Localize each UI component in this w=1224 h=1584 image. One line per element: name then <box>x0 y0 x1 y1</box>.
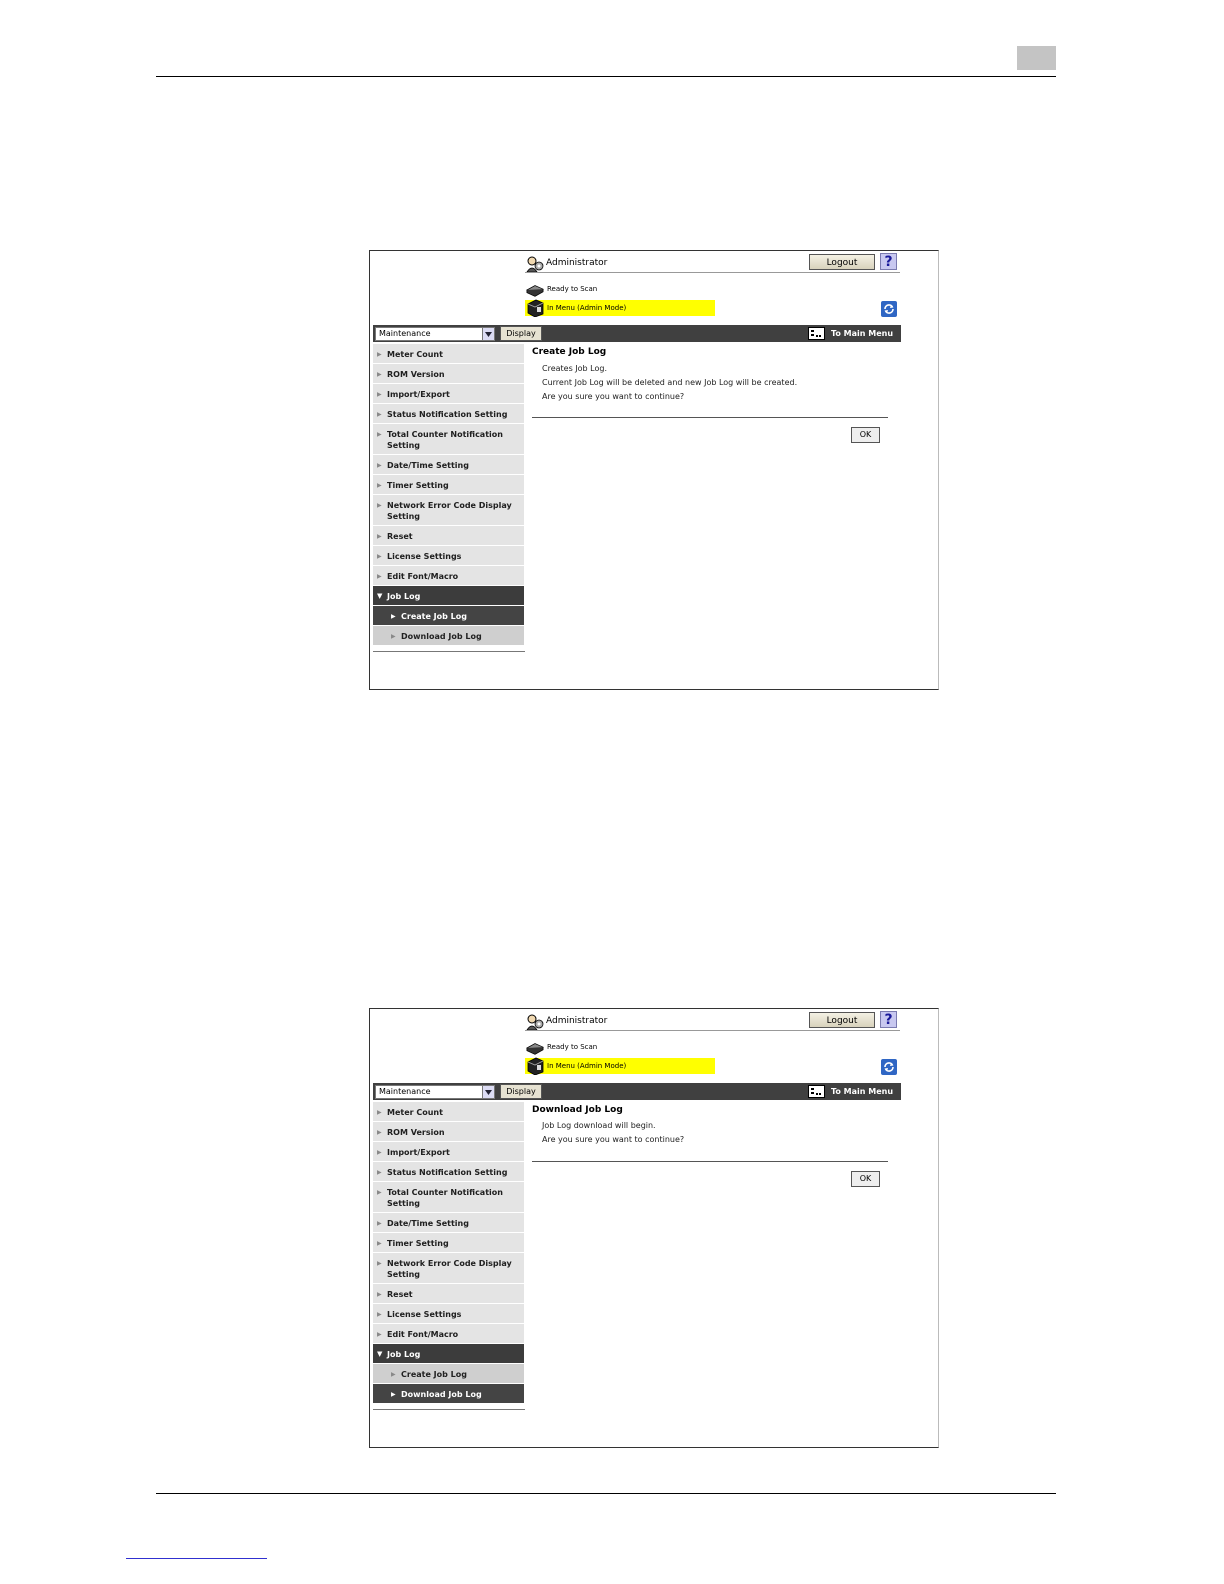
triangle-right-icon: ▶ <box>377 1260 382 1267</box>
triangle-right-icon: ▶ <box>377 1240 382 1247</box>
triangle-down-icon: ▼ <box>377 592 383 600</box>
sidebar-item-network-error-code[interactable]: ▶ Network Error Code Display Setting <box>373 1253 524 1283</box>
sidebar-item-reset[interactable]: ▶ Reset <box>373 1284 524 1303</box>
top-rule <box>156 76 1056 77</box>
triangle-right-icon: ▶ <box>377 1189 382 1196</box>
triangle-right-icon: ▶ <box>377 371 382 378</box>
display-button[interactable]: Display <box>500 326 542 341</box>
chapter-tab <box>1017 46 1056 70</box>
ok-button[interactable]: OK <box>851 427 880 443</box>
device-status-icon <box>526 299 544 317</box>
scanner-icon <box>526 282 544 298</box>
sidebar-item-job-log[interactable]: ▼ Job Log <box>373 586 524 605</box>
content-rule <box>532 1161 888 1162</box>
triangle-right-icon: ▶ <box>377 533 382 540</box>
scanner-icon <box>526 1040 544 1056</box>
mode-status-text: In Menu (Admin Mode) <box>547 304 627 312</box>
triangle-right-icon: ▶ <box>377 502 382 509</box>
triangle-right-icon: ▶ <box>377 1220 382 1227</box>
sidebar-bottom-rule <box>373 1409 525 1410</box>
sidebar-item-timer[interactable]: ▶ Timer Setting <box>373 1233 524 1252</box>
main-menu-icon[interactable] <box>808 1085 825 1098</box>
sidebar-item-meter-count[interactable]: ▶ Meter Count <box>373 344 524 363</box>
sidebar-item-edit-font-macro[interactable]: ▶ Edit Font/Macro <box>373 1324 524 1343</box>
triangle-right-icon: ▶ <box>377 1331 382 1338</box>
triangle-right-icon: ▶ <box>377 1149 382 1156</box>
sidebar-item-reset[interactable]: ▶ Reset <box>373 526 524 545</box>
header-rule <box>525 1030 900 1031</box>
content-rule <box>532 417 888 418</box>
triangle-right-icon: ▶ <box>377 391 382 398</box>
menu-select[interactable] <box>375 1085 495 1099</box>
sidebar-item-meter-count[interactable]: ▶ Meter Count <box>373 1102 524 1121</box>
triangle-right-icon: ▶ <box>391 613 396 620</box>
sidebar-item-download-job-log[interactable]: ▶ Download Job Log <box>373 626 524 645</box>
triangle-right-icon: ▶ <box>377 1109 382 1116</box>
sidebar-bottom-rule <box>373 651 525 652</box>
administrator-label: Administrator <box>546 1016 608 1026</box>
sidebar-item-download-job-log[interactable]: ▶ Download Job Log <box>373 1384 524 1403</box>
to-main-menu-link[interactable]: To Main Menu <box>831 329 894 338</box>
triangle-right-icon: ▶ <box>377 351 382 358</box>
administrator-icon <box>526 256 544 272</box>
triangle-right-icon: ▶ <box>377 1311 382 1318</box>
sidebar-item-edit-font-macro[interactable]: ▶ Edit Font/Macro <box>373 566 524 585</box>
triangle-down-icon: ▼ <box>377 1350 383 1358</box>
display-button[interactable]: Display <box>500 1084 542 1099</box>
scan-status-text: Ready to Scan <box>547 285 598 293</box>
device-status-icon <box>526 1057 544 1075</box>
administrator-label: Administrator <box>546 258 608 268</box>
sidebar-item-job-log[interactable]: ▼ Job Log <box>373 1344 524 1363</box>
triangle-right-icon: ▶ <box>377 411 382 418</box>
message-line: Current Job Log will be deleted and new Job Log will be created. <box>542 378 798 387</box>
chevron-down-icon[interactable] <box>482 328 494 340</box>
triangle-right-icon: ▶ <box>377 1291 382 1298</box>
scan-status-text: Ready to Scan <box>547 1043 598 1051</box>
sidebar-item-status-notification[interactable]: ▶ Status Notification Setting <box>373 1162 524 1181</box>
sidebar-item-total-counter-notification[interactable]: ▶ Total Counter Notification Setting <box>373 424 524 454</box>
main-menu-icon[interactable] <box>808 327 825 340</box>
bottom-rule <box>156 1493 1056 1494</box>
menu-select-value: Maintenance <box>379 329 431 338</box>
refresh-icon[interactable] <box>881 301 897 317</box>
sidebar-item-timer[interactable]: ▶ Timer Setting <box>373 475 524 494</box>
screenshot-download-job-log <box>369 1008 939 1448</box>
help-icon[interactable]: ? <box>880 1011 897 1028</box>
sidebar-item-create-job-log[interactable]: ▶ Create Job Log <box>373 606 524 625</box>
header-rule <box>525 272 900 273</box>
sidebar-item-date-time[interactable]: ▶ Date/Time Setting <box>373 455 524 474</box>
triangle-right-icon: ▶ <box>391 1391 396 1398</box>
triangle-right-icon: ▶ <box>377 553 382 560</box>
message-line: Creates Job Log. <box>542 364 607 373</box>
triangle-right-icon: ▶ <box>391 633 396 640</box>
page-title: Download Job Log <box>532 1105 623 1115</box>
sidebar-item-rom-version[interactable]: ▶ ROM Version <box>373 1122 524 1141</box>
page-title: Create Job Log <box>532 347 607 357</box>
triangle-right-icon: ▶ <box>377 573 382 580</box>
message-line: Are you sure you want to continue? <box>542 1135 685 1144</box>
sidebar-item-total-counter-notification[interactable]: ▶ Total Counter Notification Setting <box>373 1182 524 1212</box>
sidebar-item-import-export[interactable]: ▶ Import/Export <box>373 384 524 403</box>
sidebar-item-date-time[interactable]: ▶ Date/Time Setting <box>373 1213 524 1232</box>
sidebar-item-rom-version[interactable]: ▶ ROM Version <box>373 364 524 383</box>
refresh-icon[interactable] <box>881 1059 897 1075</box>
chevron-down-icon[interactable] <box>482 1086 494 1098</box>
triangle-right-icon: ▶ <box>377 462 382 469</box>
mode-status-text: In Menu (Admin Mode) <box>547 1062 627 1070</box>
triangle-right-icon: ▶ <box>377 1169 382 1176</box>
message-line: Are you sure you want to continue? <box>542 392 685 401</box>
administrator-icon <box>526 1014 544 1030</box>
triangle-right-icon: ▶ <box>377 431 382 438</box>
sidebar-item-import-export[interactable]: ▶ Import/Export <box>373 1142 524 1161</box>
sidebar-item-network-error-code[interactable]: ▶ Network Error Code Display Setting <box>373 495 524 525</box>
help-icon[interactable]: ? <box>880 253 897 270</box>
triangle-right-icon: ▶ <box>377 482 382 489</box>
triangle-right-icon: ▶ <box>377 1129 382 1136</box>
sidebar-item-license-settings[interactable]: ▶ License Settings <box>373 1304 524 1323</box>
to-main-menu-link[interactable]: To Main Menu <box>831 1087 894 1096</box>
menu-select[interactable] <box>375 327 495 341</box>
footer-link-underline <box>126 1558 267 1559</box>
logout-button[interactable]: Logout <box>809 1012 875 1028</box>
ok-button[interactable]: OK <box>851 1171 880 1187</box>
message-line: Job Log download will begin. <box>542 1121 656 1130</box>
screenshot-create-job-log <box>369 250 939 690</box>
sidebar-item-create-job-log[interactable]: ▶ Create Job Log <box>373 1364 524 1383</box>
logout-button[interactable]: Logout <box>809 254 875 270</box>
sidebar-item-status-notification[interactable]: ▶ Status Notification Setting <box>373 404 524 423</box>
sidebar-item-license-settings[interactable]: ▶ License Settings <box>373 546 524 565</box>
triangle-right-icon: ▶ <box>391 1371 396 1378</box>
menu-select-value: Maintenance <box>379 1087 431 1096</box>
